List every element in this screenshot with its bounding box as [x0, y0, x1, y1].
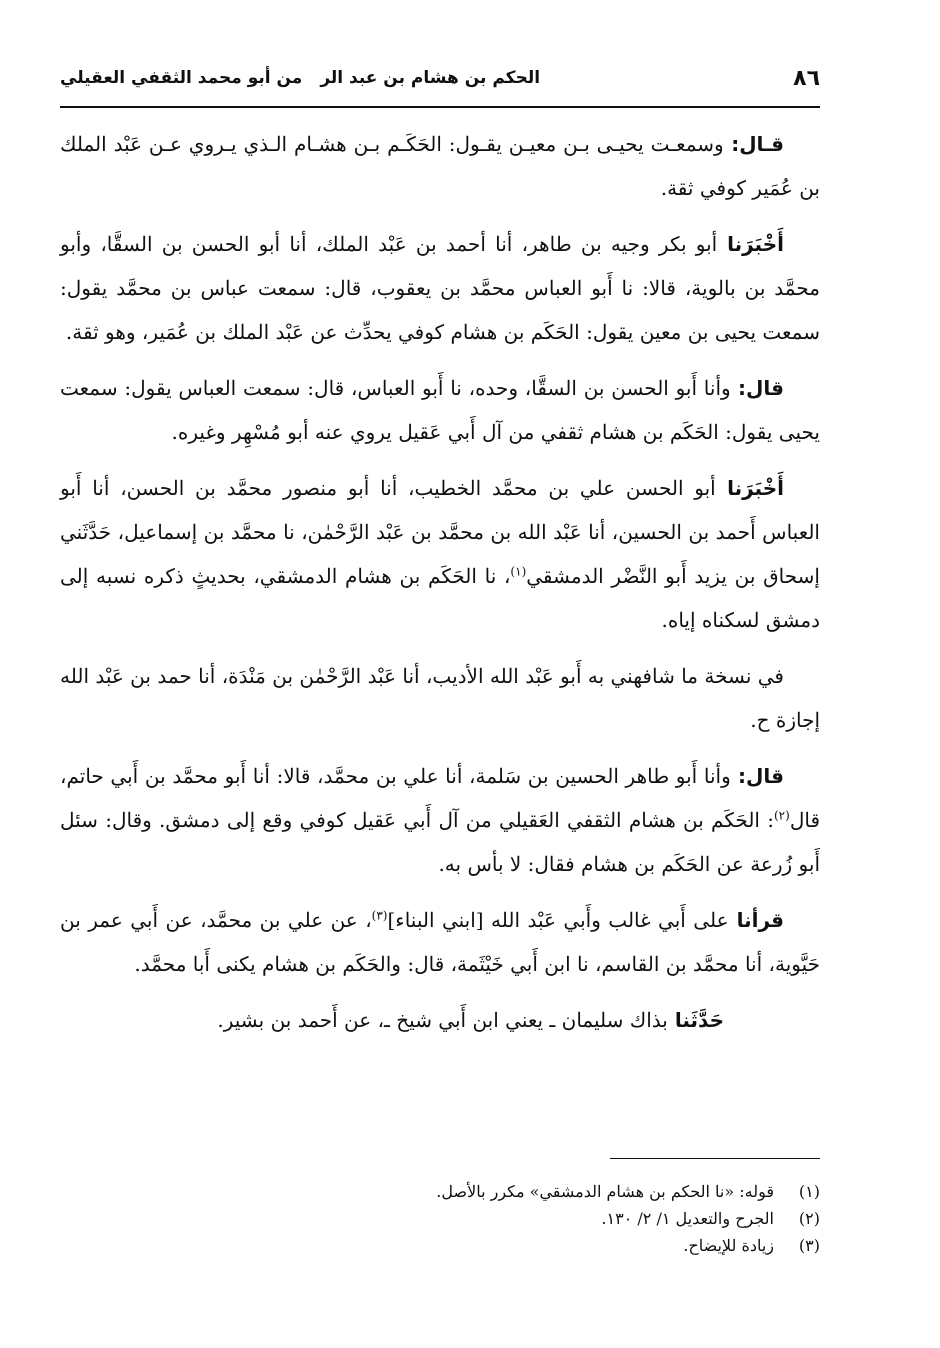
paragraph-text: في نسخة ما شافهني به أَبو عَبْد الله الأديب، أنا عَبْد الرَّحْمٰن بن مَنْدَة، أنا حمد بن عَبْد الله إجازة ح. [60, 664, 820, 732]
paragraph-lead: قال: [738, 376, 785, 400]
footnote-divider [610, 1158, 820, 1159]
footnote-ref-2[interactable]: (٢) [773, 808, 790, 823]
footnote-mark: (٣) [798, 1236, 820, 1255]
footnote-2 [60, 1205, 820, 1232]
paragraph-text: وأنا أَبو الحسن بن السقَّا، وحده، نا أَبو العباس، قال: سمعت العباس يقول: سمعت يحيى يقول: الحَكَم بن هشام ثقفي من آل أَبي عَقيل يروي عنه أبو مُسْهِر وغيره. [60, 376, 820, 444]
paragraph-text: وأنا أَبو طاهر الحسين بن سَلمة، أنا علي بن محمَّد، قالا: أنا أَبو محمَّد بن أَبي حاتم، قال [60, 764, 820, 832]
paragraph-5 [60, 654, 820, 742]
paragraph-text-cont: : الحَكَم بن هشام الثقفي العَقيلي من آل أَبي عَقيل كوفي وقع إلى دمشق. وقال: سئل أَبو زُرعة عن الحَكَم بن هشام فقال: لا بأس به. [60, 808, 820, 876]
paragraph-2 [60, 222, 820, 354]
header-title [60, 68, 540, 88]
paragraph-lead: قرأنا [736, 908, 784, 932]
paragraph-lead: حَدَّثَنا [674, 1008, 724, 1032]
paragraph-text-cont: ، نا الحَكَم بن هشام الدمشقي، بحديثٍ ذكره نسبه إلى دمشق لسكناه إياه. [60, 564, 820, 632]
main-text [60, 122, 820, 1054]
footnote-ref-3[interactable]: (٣) [371, 908, 388, 923]
footnote-mark: (١) [798, 1182, 820, 1201]
paragraph-text: على أَبي غالب وأَبي عَبْد الله [ابني البناء] [387, 908, 729, 932]
paragraph-text: أبو بكر وجيه بن طاهر، أنا أحمد بن عَبْد الملك، أنا أبو الحسن بن السقَّا، وأبو محمَّد بن بالوية، قالا: نا أَبو العباس محمَّد بن يعقوب، قال: سمعت عباس بن محمَّد يقول: سمعت يحيى بن معين يقول: الحَكَم بن هشام كوفي يحدِّث عن عَبْد الملك بن عُمَير، وهو ثقة. [60, 232, 820, 344]
footnotes [60, 1178, 820, 1259]
paragraph-lead: قال: [738, 764, 784, 788]
paragraph-1 [60, 122, 820, 210]
page-number: ٨٦ [793, 66, 820, 91]
footnote-mark: (٢) [798, 1209, 820, 1228]
paragraph-8 [60, 998, 820, 1042]
paragraph-lead: أَخْبَرَنا [727, 476, 784, 500]
running-header [60, 60, 820, 108]
paragraph-text: وسمعـت يحيـى بـن معيـن يقـول: الحَكَـم بـن هشـام الـذي يـروي عـن عَبْد الملك بن عُمَير كوفي ثقة. [60, 132, 820, 200]
footnote-text: قوله: «نا الحكم بن هشام الدمشقي» مكرر بالأصل. [436, 1182, 774, 1201]
header-title-part2: من أبو محمد الثقفي العقيلي [60, 68, 303, 88]
paragraph-lead: قـال: [731, 132, 784, 156]
paragraph-3 [60, 366, 820, 454]
paragraph-4 [60, 466, 820, 642]
footnote-text: زيادة للإيضاح. [683, 1236, 774, 1255]
paragraph-text: بذاك سليمان ـ يعني ابن أَبي شيخ ـ، عن أَحمد بن بشير. [217, 1008, 668, 1032]
footnote-ref-1[interactable]: (١) [510, 564, 527, 579]
header-title-part1: الحكم بن هشام بن عبد الر [320, 68, 541, 88]
paragraph-text-cont: ، عن علي بن محمَّد، عن أَبي عمر بن حَيَّوية، أنا محمَّد بن القاسم، نا ابن أَبي خَيْثَمة، قال: والحَكَم بن هشام يكنى أَبا محمَّد. [60, 908, 820, 976]
paragraph-lead: أَخْبَرَنا [727, 232, 784, 256]
footnote-1 [60, 1178, 820, 1205]
paragraph-7 [60, 898, 820, 986]
footnote-3 [60, 1232, 820, 1259]
footnote-text: الجرح والتعديل ١/ ٢/ ١٣٠. [601, 1209, 774, 1228]
paragraph-6 [60, 754, 820, 886]
paragraph-text: أبو الحسن علي بن محمَّد الخطيب، أنا أبو منصور محمَّد بن الحسن، أنا أَبو العباس أَحمد بن الحسين، أنا عَبْد الله بن محمَّد بن عَبْد الرَّحْمٰن، نا محمَّد بن إسماعيل، حَدَّثَني إسحاق بن يزيد أَبو النَّضْر الدمشقي [60, 476, 820, 588]
